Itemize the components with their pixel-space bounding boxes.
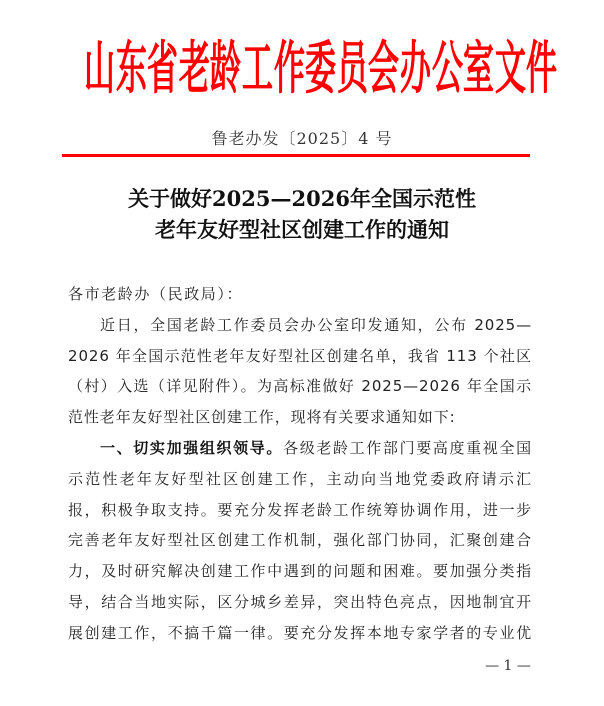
body-line: （村）入选（详见附件）。为高标准做好 2025—2026 年全国示: [68, 377, 532, 396]
body-line: 完善老年友好型社区创建工作机制，强化部门协同，汇聚创建合: [68, 531, 532, 550]
body-line: 导，结合当地实际，区分城乡差异，突出特色亮点，因地制宜开: [68, 592, 532, 611]
body-line: 近日，全国老龄工作委员会办公室印发通知，公布 2025—: [100, 315, 532, 334]
body-line: 2026 年全国示范性老年友好型社区创建名单，我省 113 个社区: [68, 346, 532, 365]
issuer-title-char: 山: [83, 33, 116, 101]
issuer-title-char: 省: [147, 33, 179, 101]
notice-body: [68, 279, 532, 649]
issuer-title-char: 员: [336, 33, 368, 101]
document-number: 鲁老办发〔2025〕4 号: [211, 129, 393, 148]
body-line: 范性老年友好型社区创建工作，现将有关要求通知如下:: [68, 408, 456, 427]
issuer-title-char: 公: [431, 33, 463, 101]
issuer-title-char: 件: [526, 33, 558, 101]
page-number: — 1 —: [485, 658, 531, 674]
issuer-title-char: 文: [494, 33, 526, 101]
issuer-title-char: 室: [462, 33, 495, 101]
red-divider-line: [62, 154, 530, 157]
body-line: 示范性老年友好型社区创建工作，主动向当地党委政府请示汇: [68, 469, 532, 488]
issuer-title-char: 委: [304, 33, 337, 101]
issuer-title: [81, 33, 558, 101]
body-line: 展创建工作，不搞千篇一律。要充分发挥本地专家学者的专业优: [68, 623, 532, 642]
notice-title-line-1: 关于做好2025—2026年全国示范性: [128, 186, 476, 211]
issuer-title-char: 工: [241, 33, 273, 101]
section-1-text: 各级老龄工作部门要高度重视全国: [283, 438, 532, 457]
section-1-first-line: [68, 433, 532, 464]
issuer-title-char: 办: [399, 33, 431, 101]
body-line: 力，及时研究解决创建工作中遇到的问题和困难。要加强分类指: [68, 562, 532, 581]
salutation: 各市老龄办（民政局）：: [68, 285, 244, 303]
section-1-heading: 一、切实加强组织领导。: [100, 438, 284, 457]
issuer-title-char: 龄: [210, 33, 242, 101]
issuer-title-char: 作: [273, 33, 305, 101]
notice-title: [0, 183, 604, 245]
issuer-title-char: 会: [368, 33, 400, 101]
notice-title-line-2: 老年友好型社区创建工作的通知: [155, 217, 449, 242]
body-line: 报，积极争取支持。要充分发挥老龄工作统筹协调作用，进一步: [68, 500, 532, 519]
issuer-title-char: 东: [115, 33, 147, 101]
issuer-title-char: 老: [178, 33, 210, 101]
